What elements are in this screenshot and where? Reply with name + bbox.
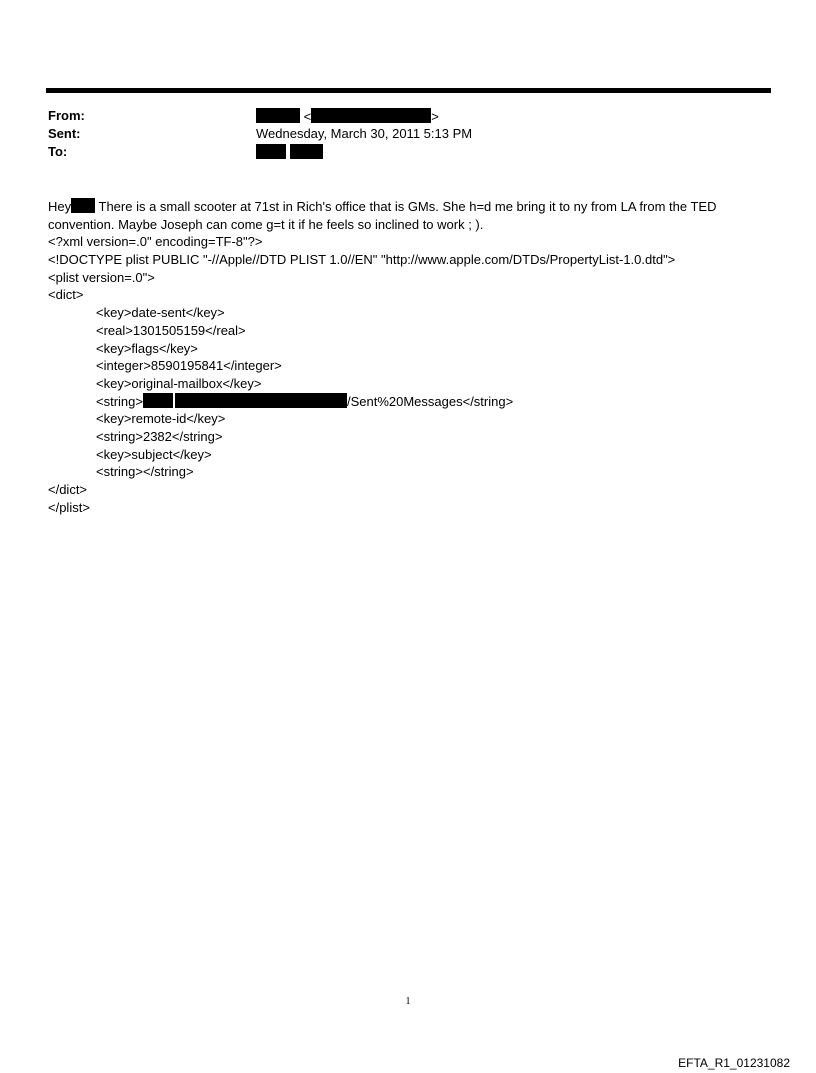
redaction-block [256,108,300,123]
message-body [48,198,748,516]
from-bracket-close: > [431,109,439,124]
body-text-segment: /Sent%20Messages</string> [346,393,514,409]
body-line: <string>2382</string> [96,428,223,444]
sent-value: Wednesday, March 30, 2011 5:13 PM [256,126,473,141]
body-line: <plist version=.0"> [48,269,155,285]
redaction-block [175,393,347,408]
body-line: <dict> [48,287,84,303]
body-line: <key>original-mailbox</key> [96,375,262,391]
body-line: </dict> [48,482,88,497]
from-bracket-open: < [303,109,312,124]
bates-number: EFTA_R1_01231082 [678,1056,790,1070]
redaction-block [256,144,286,159]
body-line [48,393,748,411]
to-value [256,144,323,161]
body-line: </plist> [48,499,90,515]
body-line: <integer>8590195841</integer> [96,358,282,374]
redaction-block [143,393,173,408]
body-line: <real>1301505159</real> [96,322,246,338]
body-line [48,198,748,216]
redaction-block [290,144,323,159]
body-text-segment: <string> [96,393,143,409]
sent-label: Sent: [48,126,81,141]
greeting-text: Hey [48,199,72,214]
header-rule [46,88,771,93]
redaction-block [71,198,95,213]
from-label: From: [48,108,85,123]
body-line: <!DOCTYPE plist PUBLIC "-//Apple//DTD PLIST 1.0//EN" "http://www.apple.com/DTDs/PropertyList-1.0.dtd"> [48,252,676,268]
body-text-segment: There is a small scooter at 71st in Rich's office that is GMs. She h=d me bring it to ny from LA from the TED [95,199,717,214]
redaction-block [311,108,431,123]
body-line: <?xml version=.0" encoding=TF-8"?> [48,234,263,250]
body-line: <key>remote-id</key> [96,411,226,427]
body-line: <key>flags</key> [96,340,198,356]
from-value [256,108,439,125]
page-number: 1 [405,996,411,1007]
body-line: <string></string> [96,464,194,480]
body-line: <key>subject</key> [96,446,212,462]
to-label: To: [48,144,68,159]
body-line: <key>date-sent</key> [96,305,225,321]
body-line: convention. Maybe Joseph can come g=t it if he feels so inclined to work ; ). [48,216,484,232]
